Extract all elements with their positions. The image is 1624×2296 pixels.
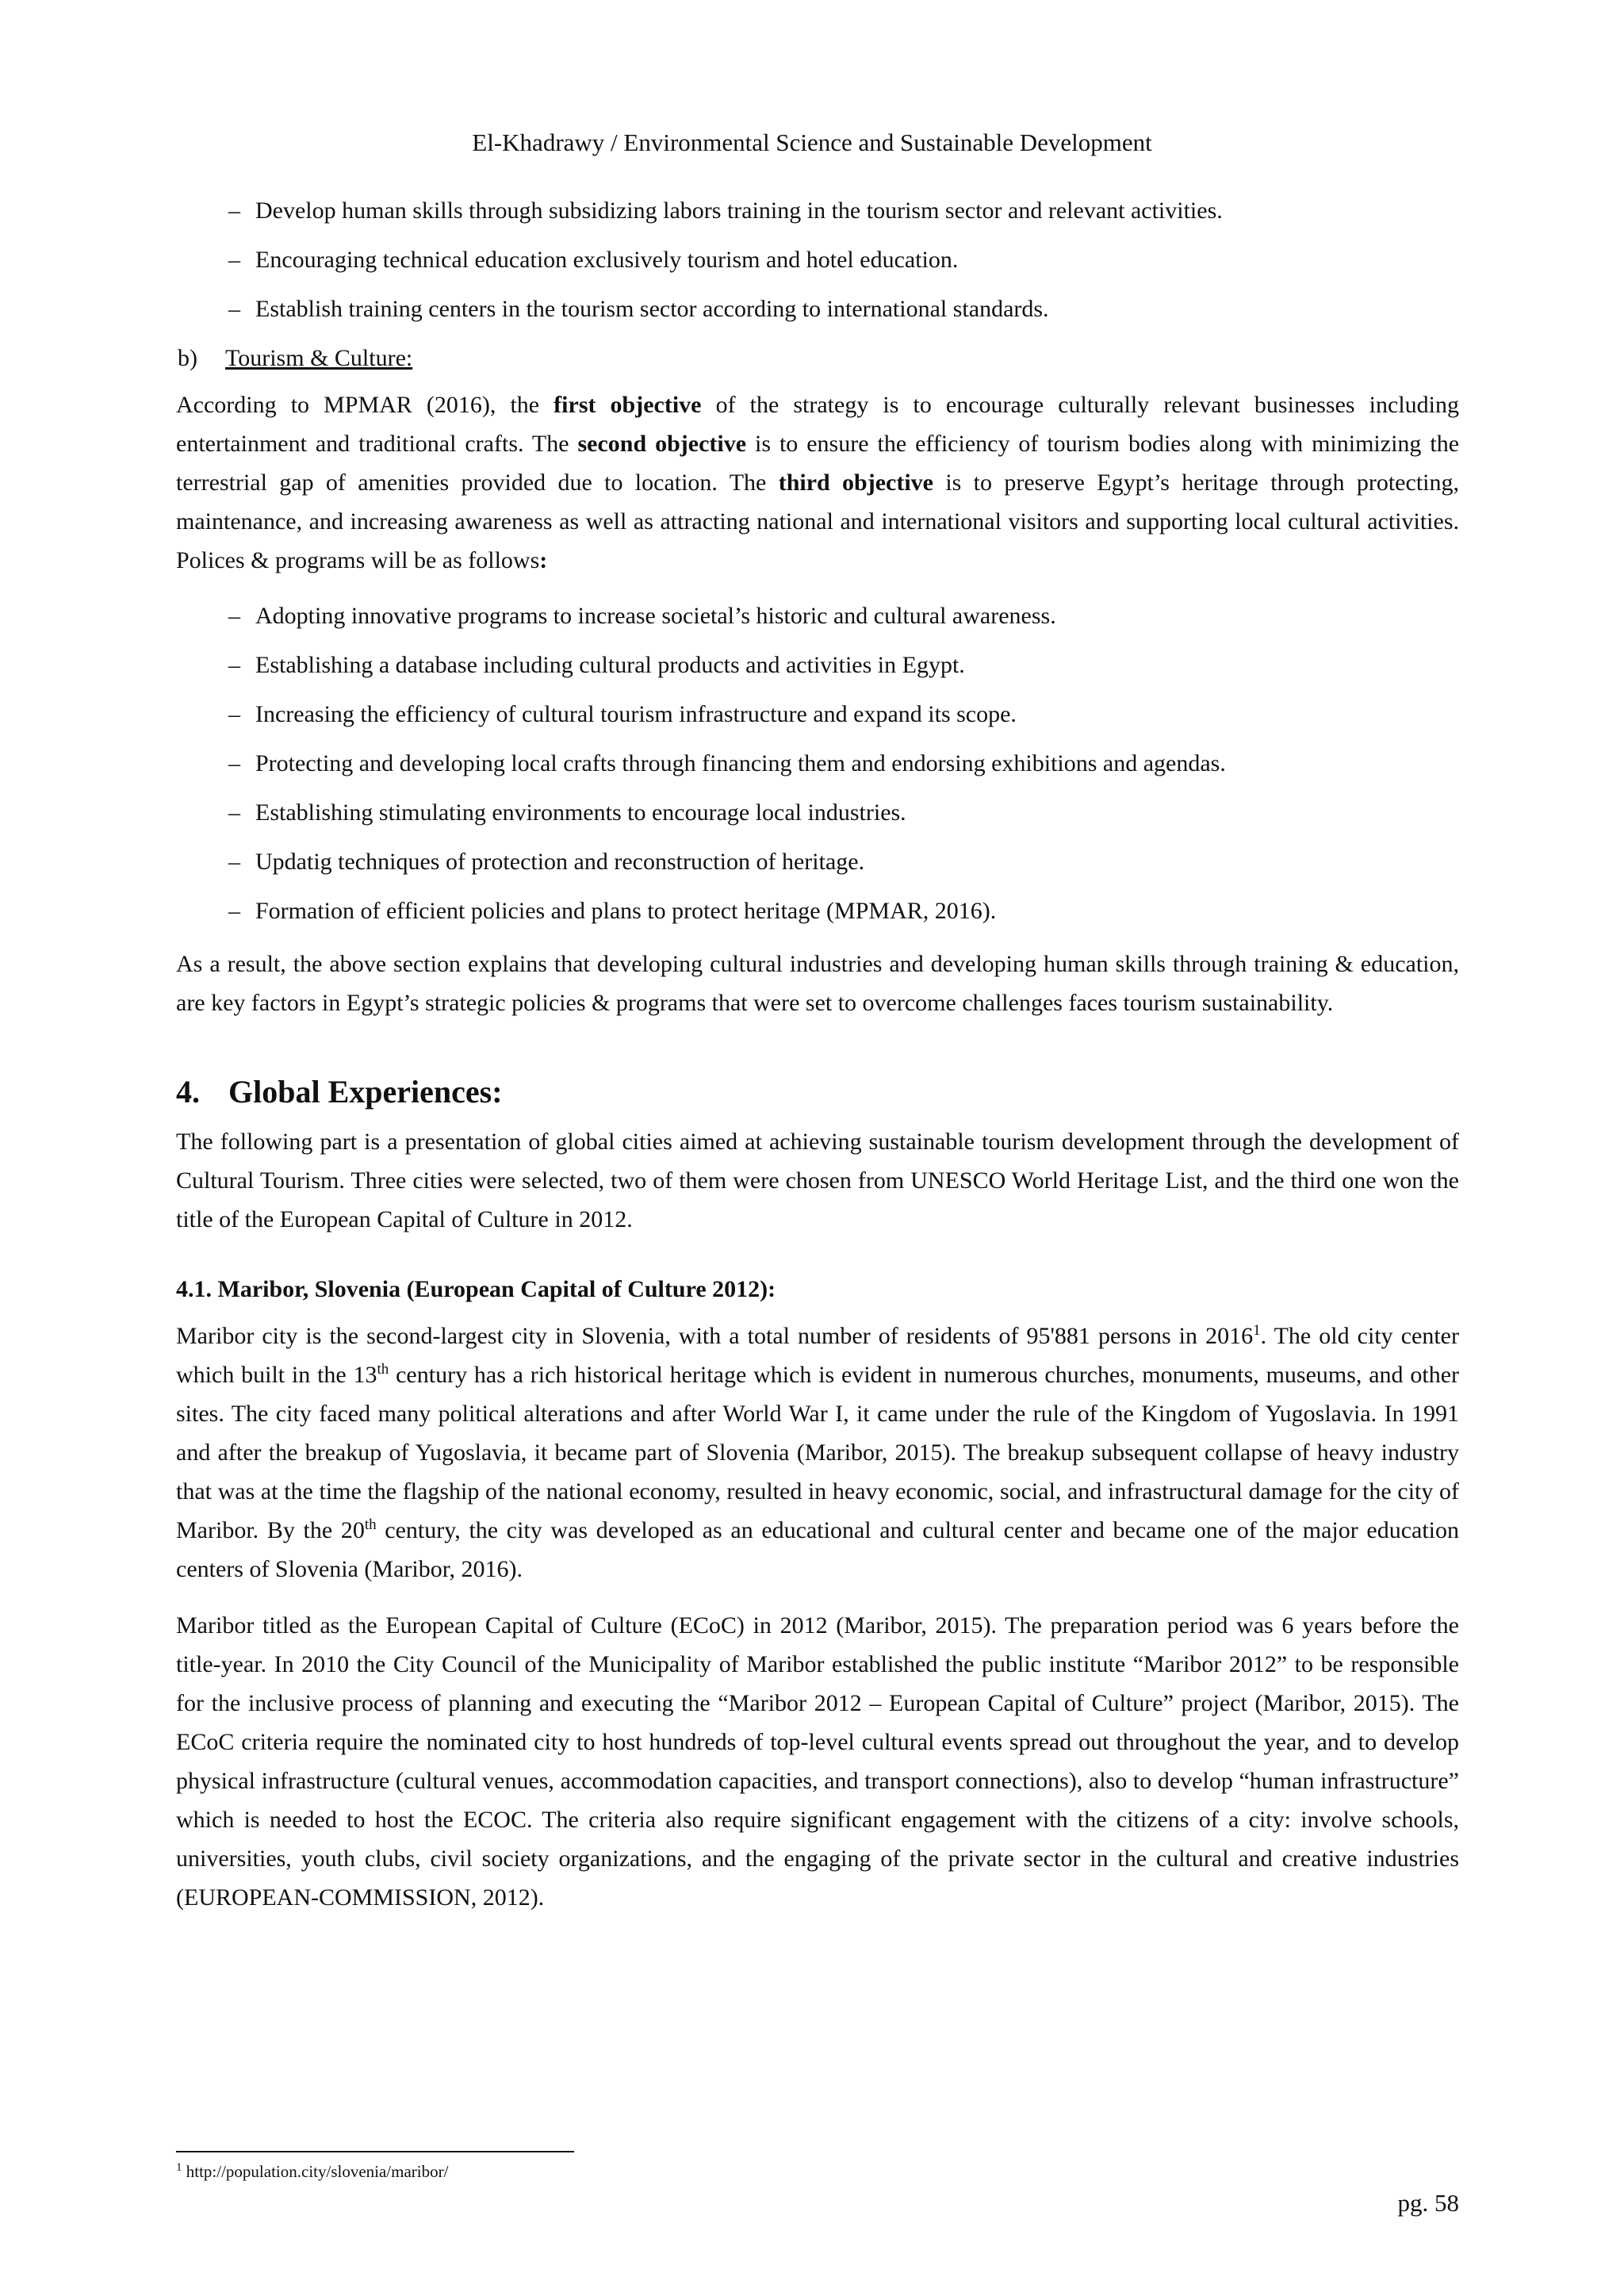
- subsection-heading-b: [176, 343, 1459, 374]
- list-item-text: Establish training centers in the tourism sector according to international standards.: [255, 296, 1049, 322]
- dash-bullet: –: [228, 799, 240, 826]
- paragraph-result: As a result, the above section explains that developing cultural industries and developing human skills through training & education, are key factors in Egypt’s strategic policies & programs that were set to overcome challenges faces tourism sustainability.: [176, 951, 1459, 1016]
- bold-third-objective: third objective: [778, 470, 933, 496]
- text-run: According to MPMAR (2016), the: [176, 392, 554, 418]
- list-item: [176, 699, 1459, 730]
- text-run: is to preserve Egypt’s heritage through protecting, maintenance, and increasing awareness as well as attracting national and international visitors and supporting local cultural activities. Polices & programs will be as follows: [176, 470, 1459, 573]
- list-item: [176, 895, 1459, 927]
- list-item-text: Establishing a database including cultural products and activities in Egypt.: [255, 652, 965, 678]
- subsection-title: Tourism & Culture:: [225, 345, 413, 371]
- running-header: El-Khadrawy / Environmental Science and Sustainable Development: [472, 128, 1152, 156]
- list-item: [176, 797, 1459, 829]
- dash-bullet: –: [228, 603, 240, 629]
- list-item: [176, 244, 1459, 276]
- section-heading-4: [176, 1073, 1459, 1111]
- paragraph-section4-intro: The following part is a presentation of global cities aimed at achieving sustainable tourism development through the development of Cultural Tourism. Three cities were selected, two of them were chosen from UNESCO World Heritage List, and the third one won the title of the European Capital of Culture in 2012.: [176, 1129, 1459, 1232]
- list-item: [176, 650, 1459, 681]
- list-item: [176, 195, 1459, 227]
- list-item: [176, 846, 1459, 878]
- ordinal-suffix: th: [364, 1516, 377, 1533]
- list-item-text: Establishing stimulating environments to encourage local industries.: [255, 799, 906, 826]
- list-item-text: Updatig techniques of protection and reconstruction of heritage.: [255, 849, 865, 875]
- dash-bullet: –: [228, 701, 240, 727]
- list-item-text: Formation of efficient policies and plans to protect heritage (MPMAR, 2016).: [255, 898, 997, 924]
- text-run: Maribor city is the second-largest city in Slovenia, with a total number of residents of 95'881 persons in 2016: [176, 1323, 1254, 1349]
- paragraph-maribor-ecoc: Maribor titled as the European Capital of Culture (ECoC) in 2012 (Maribor, 2015). The preparation period was 6 years before the title-year. In 2010 the City Council of the Municipality of Maribor established the public institute “Maribor 2012” to be responsible for the inclusive process of planning and executing the “Maribor 2012 – European Capital of Culture” project (Maribor, 2015). The ECoC criteria require the nominated city to host hundreds of top-level cultural events spread out throughout the year, and to develop physical infrastructure (cultural venues, accommodation capacities, and transport connections), also to develop “human infrastructure” which is needed to host the ECOC. The criteria also require significant engagement with the citizens of a city: involve schools, universities, youth clubs, civil society organizations, and the engaging of the private sector in the cultural and creative industries (EUROPEAN-COMMISSION, 2012).: [176, 1612, 1459, 1911]
- footnote-reference[interactable]: 1: [1253, 1322, 1261, 1339]
- list-item-text: Adopting innovative programs to increase societal’s historic and cultural awareness.: [255, 603, 1056, 629]
- list-item-text: Develop human skills through subsidizing labors training in the tourism sector and relevant activities.: [255, 197, 1223, 224]
- text-run: is to ensure the efficiency of tourism bodies along with minimizing the terrestrial gap of amenities provided due to location. The: [176, 431, 1460, 496]
- footnote-separator: [176, 2151, 574, 2152]
- text-run: century, the city was developed as an educational and cultural center and became one of the major education centers of Slovenia (Maribor, 2016).: [176, 1517, 1460, 1582]
- page-number: pg. 58: [1397, 2189, 1459, 2217]
- dash-bullet: –: [228, 898, 240, 924]
- dash-bullet: –: [228, 296, 240, 322]
- section-number: 4.: [176, 1074, 200, 1110]
- bold-first-objective: first objective: [553, 392, 702, 418]
- list-item-text: Protecting and developing local crafts through financing them and endorsing exhibitions and agendas.: [255, 750, 1226, 776]
- dash-bullet: –: [228, 750, 240, 776]
- footnote: [176, 2160, 448, 2183]
- bold-second-objective: second objective: [577, 431, 747, 457]
- dash-bullet: –: [228, 652, 240, 678]
- footnote-mark: 1: [176, 2161, 182, 2174]
- list-item-text: Encouraging technical education exclusively tourism and hotel education.: [255, 247, 959, 273]
- dash-bullet: –: [228, 197, 240, 224]
- bold-colon: :: [539, 547, 548, 573]
- paragraph-maribor-history: [176, 1317, 1459, 1589]
- paragraph-objectives: [176, 385, 1459, 580]
- list-policies: [176, 600, 1459, 927]
- section-title: Global Experiences:: [228, 1074, 503, 1110]
- list-skills: [176, 195, 1459, 325]
- text-run: of the strategy is to encourage culturally relevant businesses including entertainment and traditional crafts. The: [176, 392, 1459, 457]
- subsection-letter: b): [178, 345, 197, 371]
- list-item: [176, 748, 1459, 780]
- ordinal-suffix: th: [377, 1361, 389, 1378]
- list-item-text: Increasing the efficiency of cultural tourism infrastructure and expand its scope.: [255, 701, 1017, 727]
- dash-bullet: –: [228, 247, 240, 273]
- footnote-link[interactable]: http://population.city/slovenia/maribor/: [182, 2162, 449, 2181]
- page-content: [176, 195, 1459, 1917]
- subsection-heading-4-1: 4.1. Maribor, Slovenia (European Capital of Culture 2012):: [176, 1276, 776, 1302]
- list-item: [176, 293, 1459, 325]
- dash-bullet: –: [228, 849, 240, 875]
- list-item: [176, 600, 1459, 632]
- text-run: . The old city center which built in the 13: [176, 1323, 1459, 1388]
- text-run: century has a rich historical heritage which is evident in numerous churches, monuments, museums, and other sites. The city faced many political alterations and after World War I, it came under the rule of the Kingdom of Yugoslavia. In 1991 and after the breakup of Yugoslavia, it became part of Slovenia (Maribor, 2015). The breakup subsequent collapse of heavy industry that was at the time the flagship of the national economy, resulted in heavy economic, social, and infrastructural damage for the city of Maribor. By the 20: [176, 1362, 1459, 1543]
